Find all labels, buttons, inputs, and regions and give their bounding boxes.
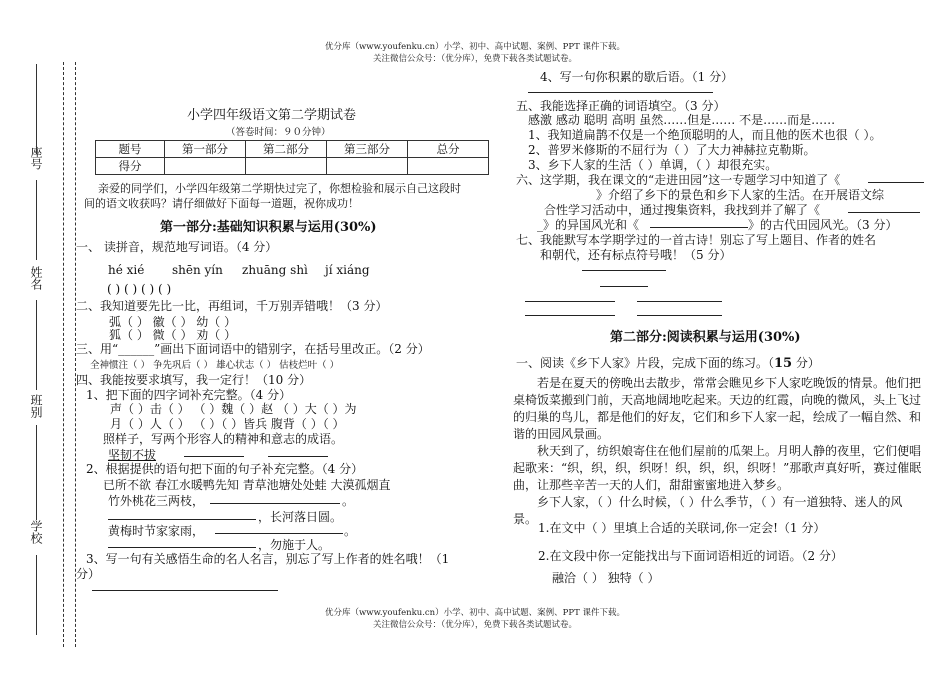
part2-title: 第二部分:阅读积累与运用(30%)	[610, 330, 801, 345]
q2-row-2[interactable]: 狐（ ） 微（ ） 劝（ ）	[109, 328, 237, 342]
footer-line-1: 优分库（www.youfenku.cn）小学、初中、高中试题、案例、PPT 课件下载。	[325, 608, 625, 618]
score-header-2: 第二部分	[246, 141, 327, 158]
q3-prompt: 三、用“______”画出下面词语中的错别字，在括号里改正。（2 分）	[76, 342, 430, 356]
score-cell-2[interactable]	[246, 158, 327, 175]
q4-1-row-2[interactable]: 月（ ）人（ ） （ ）（ ）皆兵 腹背（ ）（ ）	[110, 417, 345, 431]
r1-prompt-text: 一、阅读《乡下人家》片段，完成下面的练习。（	[516, 356, 775, 370]
q1-pinyin-3: zhuāng shì	[242, 263, 308, 277]
q5-item-2[interactable]: 2、普罗米修斯的不屈行为（ ）了大力神赫拉克勒斯。	[528, 143, 816, 157]
q1-pinyin-4: jí xiáng	[325, 263, 370, 277]
q6-line-4b: 》的古代田园风光。（3 分）	[748, 218, 898, 232]
q4-2-blank-1[interactable]	[210, 503, 340, 504]
seat-fill-line	[36, 64, 37, 154]
q3-words[interactable]: 全神惯注（ ） 争先巩后（ ） 雄心状志（ ） 估枝烂叶（ ）	[90, 360, 340, 371]
q4-2-blank-3[interactable]	[215, 533, 343, 534]
q5-item-1[interactable]: 1、我知道扁鹊不仅是一个绝顶聪明的人，而且他的医术也很（ ）。	[528, 128, 882, 142]
q4-2-line-2-end: ，长河落日圆。	[258, 510, 343, 524]
q2-row-1[interactable]: 弧（ ） 徽（ ） 幼（ ）	[109, 315, 237, 329]
q4-4-prompt: 4、写一句你积累的歇后语。（1 分）	[540, 70, 734, 84]
q4-1-row-1[interactable]: 声（ ）击（ ） （ ）魏（ ）赵 （ ）大（ ）为	[110, 402, 357, 416]
score-header-3: 第三部分	[327, 141, 408, 158]
q4-2-period-2: 。	[344, 524, 357, 538]
poem-author-line[interactable]	[600, 286, 648, 287]
class-fill-line	[36, 300, 37, 390]
q1-pinyin-2: shēn yín	[172, 263, 223, 277]
score-header-0: 题号	[96, 141, 165, 158]
q6-blank-3[interactable]	[650, 227, 748, 228]
q6-blank-2[interactable]	[848, 212, 920, 213]
exam-title: 小学四年级语文第二学期试卷	[187, 108, 357, 123]
name-fill-line	[36, 180, 37, 260]
q7-line-1: 七、我能默写本学期学过的一首古诗！别忘了写上题目、作者的姓名	[516, 233, 877, 247]
intro-line-2: 间的语文收获吗？请仔细做好下面每一道题，祝你成功！	[84, 197, 359, 210]
score-cell-3[interactable]	[327, 158, 408, 175]
r1-prompt	[516, 354, 820, 371]
header-line-2: 关注微信公众号：（优分库），免费下载各类试题试卷。	[372, 54, 577, 64]
q4-1-answer-line-1[interactable]	[184, 456, 244, 457]
name-label: 姓名	[29, 266, 43, 290]
q6-line-4a: _》的异国风光和《	[537, 218, 640, 232]
q7-line-2: 和朝代，还有标点符号哦！（5 分）	[540, 248, 732, 262]
score-table	[95, 140, 489, 175]
r1-prompt-end: 分）	[792, 356, 820, 370]
q5-item-3[interactable]: 3、乡下人家的生活（ ）单调，（ ）却很充实。	[528, 158, 778, 172]
header-line-1: 优分库（www.youfenku.cn）小学、初中、高中试题、案例、PPT 课件下载。	[325, 42, 625, 52]
poem-title-line[interactable]	[582, 270, 666, 271]
rq2-prompt: 2.在文段中你一定能找出与下面词语相近的词语。（2 分）	[538, 549, 843, 563]
q4-2-line-4-end: ，勿施于人。	[258, 538, 331, 552]
q4-2-line-3: 黄梅时节家家雨，	[108, 524, 205, 538]
q4-2-word-bank: 已所不欲 春江水暖鸭先知 青草池塘处处蛙 大漠孤烟直	[103, 478, 391, 492]
q1-pinyin-1: hé xié	[108, 263, 145, 277]
binding-dashed-line-1	[63, 62, 64, 647]
exam-time: （答卷时间：９０分钟）	[226, 127, 331, 138]
q4-2-line-1: 竹外桃花三两枝，	[108, 494, 205, 508]
score-row-label: 得分	[96, 158, 165, 175]
q5-word-bank: 感激 感动 聪明 高明 虽然……但是…… 不是……而是……	[528, 113, 836, 127]
footer-line-2: 关注微信公众号：（优分库），免费下载各类试题试卷。	[372, 620, 577, 630]
class-label: 班别	[29, 394, 43, 418]
q2-prompt: 二、我知道要先比一比，再组词，千万别弄错哦！（3 分）	[76, 299, 388, 313]
poem-line-1[interactable]	[525, 301, 615, 302]
score-cell-total[interactable]	[408, 158, 489, 175]
q4-2-period-1: 。	[342, 494, 355, 508]
passage-paragraph-2: 秋天到了，纺织娘寄住在他们屋前的瓜架上。月明人静的夜里，它们便唱起歌来：“织，织，织，织呀！织，织，织，织呀！”那歌声真好听，赛过催眠曲，让那些辛苦一天的人们，甜甜蜜蜜地进入梦乡。	[513, 444, 922, 492]
poem-line-4[interactable]	[637, 315, 722, 316]
q1-prompt: 一、 读拼音，规范地写词语。（4 分）	[76, 240, 278, 254]
q4-2-blank-2[interactable]	[108, 519, 256, 520]
q6-line-1: 六、这学期，我在课文的“走进田园”这一专题学习中知道了《	[516, 173, 841, 187]
score-header-4: 总分	[408, 141, 489, 158]
passage-paragraph-1: 若是在夏天的傍晚出去散步，常常会瞧见乡下人家吃晚饭的情景。他们把桌椅饭菜搬到门前，天高地阔地吃起来。天边的红霞，向晚的微风，头上飞过的归巢的鸟儿，都是他们的好友，它们和乡下人家一起，绘成了一幅自然、和谐的田园风景画。	[513, 376, 922, 441]
q6-line-2: 》介绍了乡下的景色和乡下人家的生活。在开展语文综	[596, 188, 885, 202]
intro-line-1: 亲爱的同学们，小学四年级第二学期快过完了，你想检验和展示自己这段时	[98, 182, 461, 195]
q4-1-instruction: 照样子，写两个形容人的精神和意志的成语。	[103, 432, 344, 446]
rq2-words[interactable]: 融洽（ ） 独特（ ）	[552, 571, 660, 585]
seat-label: 座号	[29, 146, 43, 170]
rq1-prompt: 1.在文中（ ）里填上合适的关联词,你一定会!（1 分）	[538, 521, 826, 535]
poem-line-2[interactable]	[637, 301, 722, 302]
q4-3-answer-line[interactable]	[92, 590, 278, 591]
q4-1-answer-line-2[interactable]	[268, 456, 328, 457]
part1-title: 第一部分:基础知识积累与运用(30%)	[160, 220, 377, 235]
q4-3-prompt: 3、写一句有关感悟生命的名人名言，别忘了写上作者的姓名哦！（1	[86, 552, 450, 566]
q4-2-prompt: 2、根据提供的语句把下面的句子补充完整。（4 分）	[86, 462, 364, 476]
q4-3-continued: 分）	[76, 567, 101, 581]
q4-1-example: 坚韧不拔	[108, 448, 157, 462]
q4-4-answer-line[interactable]	[528, 92, 713, 93]
poem-line-3[interactable]	[525, 315, 615, 316]
school-fill-line	[36, 425, 37, 520]
q5-prompt: 五、我能选择正确的词语填空。（3 分）	[516, 99, 726, 113]
q4-1-prompt: 1、把下面的四字词补充完整。（4 分）	[86, 388, 292, 402]
passage-paragraph-3[interactable]: 乡下人家，（ ）什么时候，（ ）什么季节，（ ）有一道独特、迷人的风景。	[513, 495, 903, 526]
score-header-1: 第一部分	[165, 141, 246, 158]
q4-2-blank-4[interactable]	[108, 547, 256, 548]
q6-line-3: 合性学习活动中，通过搜集资料，我找到并了解了《	[544, 203, 821, 217]
q6-blank-1[interactable]	[868, 182, 924, 183]
q4-prompt: 四、我能按要求填写，我一定行！（10 分）	[76, 373, 312, 387]
q1-answer-blanks[interactable]: ( ) ( ) ( ) ( )	[107, 282, 172, 296]
school-label: 学校	[29, 520, 43, 544]
score-cell-1[interactable]	[165, 158, 246, 175]
r1-score: 15	[774, 356, 793, 371]
